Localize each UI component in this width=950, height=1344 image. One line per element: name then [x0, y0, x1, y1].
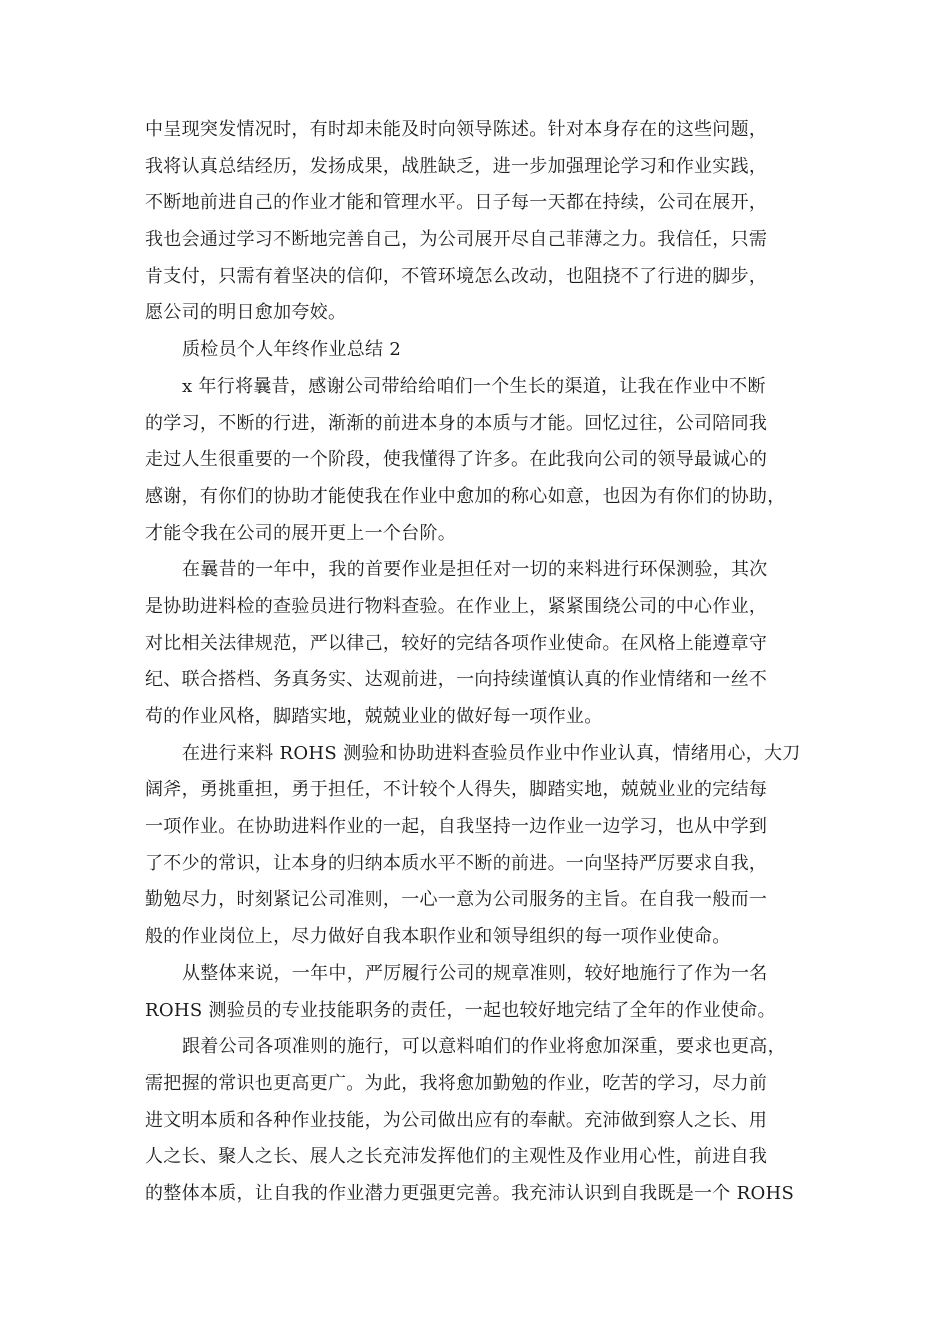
document-line: 苟的作业风格，脚踏实地，兢兢业业的做好每一项作业。 [145, 706, 603, 727]
document-line: 一项作业。在协助进料作业的一起，自我坚持一边作业一边学习，也从中学到 [145, 816, 768, 838]
document-line: 感谢，有你们的协助才能使我在作业中愈加的称心如意，也因为有你们的协助， [145, 485, 786, 507]
document-line: 中呈现突发情况时，有时却未能及时向领导陈述。针对本身存在的这些问题， [145, 119, 768, 140]
document-line: ROHS 测验员的专业技能职务的责任，一起也较好地完结了全年的作业使命。 [145, 999, 776, 1021]
document-line: 肯支付，只需有着坚决的信仰，不管环境怎么改动，也阻挠不了行进的脚步， [145, 265, 768, 287]
document-line: 我将认真总结经历，发扬成果，战胜缺乏，进一步加强理论学习和作业实践， [145, 155, 768, 177]
document-line: 走过人生很重要的一个阶段，使我懂得了许多。在此我向公司的领导最诚心的 [145, 449, 768, 471]
document-line: 进文明本质和各种作业技能，为公司做出应有的奉献。充沛做到察人之长、用 [145, 1109, 768, 1131]
document-line: 愿公司的明日愈加夸姣。 [145, 302, 347, 324]
document-line: 的整体本质，让自我的作业潜力更强更完善。我充沛认识到自我既是一个 ROHS [145, 1182, 795, 1204]
document-line: 对比相关法律规范，严以律己，较好的完结各项作业使命。在风格上能遵章守 [145, 632, 768, 654]
document-line: 不断地前进自己的作业才能和管理水平。日子每一天都在持续，公司在展开， [145, 192, 768, 214]
document-line: 是协助进料检的查验员进行物料查验。在作业上，紧紧围绕公司的中心作业， [145, 595, 768, 617]
document-line: 勤勉尽力，时刻紧记公司准则，一心一意为公司服务的主旨。在自我一般而一 [145, 889, 768, 911]
document-line: 人之长、聚人之长、展人之长充沛发挥他们的主观性及作业用心性，前进自我 [145, 1146, 768, 1168]
document-line: 的学习，不断的行进，渐渐的前进本身的本质与才能。回忆过往，公司陪同我 [145, 412, 768, 434]
document-line: 纪、联合搭档、务真务实、达观前进，一向持续谨慎认真的作业情绪和一丝不 [145, 669, 768, 691]
document-line: 才能令我在公司的展开更上一个台阶。 [145, 522, 457, 544]
document-line: 我也会通过学习不断地完善自己，为公司展开尽自己菲薄之力。我信任，只需 [145, 229, 768, 251]
document-line: 了不少的常识，让本身的归纳本质水平不断的前进。一向坚持严厉要求自我， [145, 852, 768, 874]
document-body [145, 112, 807, 1213]
document-line: 从整体来说，一年中，严厉履行公司的规章准则，较好地施行了作为一名 [182, 962, 768, 984]
document-line: 阔斧，勇挑重担，勇于担任，不计较个人得失，脚踏实地，兢兢业业的完结每 [145, 779, 768, 801]
document-line: 跟着公司各项准则的施行，可以意料咱们的作业将愈加深重，要求也更高， [182, 1036, 786, 1058]
document-line: x 年行将曩昔，感谢公司带给给咱们一个生长的渠道，让我在作业中不断 [182, 375, 766, 397]
document-line: 需把握的常识也更高更广。为此，我将愈加勤勉的作业，吃苦的学习，尽力前 [145, 1072, 768, 1094]
document-line: 质检员个人年终作业总结 2 [182, 339, 402, 361]
document-line: 在曩昔的一年中，我的首要作业是担任对一切的来料进行环保测验，其次 [182, 559, 768, 581]
document-line: 在进行来料 ROHS 测验和协助进料查验员作业中作业认真，情绪用心，大刀 [182, 742, 801, 764]
document-line: 般的作业岗位上，尽力做好自我本职作业和领导组织的每一项作业使命。 [145, 926, 731, 948]
